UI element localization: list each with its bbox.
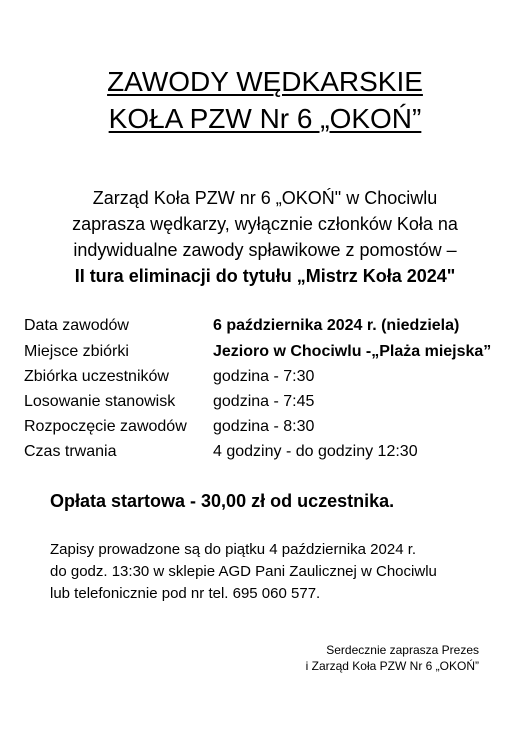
detail-label: Data zawodów xyxy=(24,317,129,334)
intro-line-2: zaprasza wędkarzy, wyłącznie członków Koła na xyxy=(72,214,458,234)
detail-value: 6 października 2024 r. (niedziela) xyxy=(213,317,460,334)
detail-label: Zbiórka uczestników xyxy=(24,368,169,385)
registration-line-2: do godz. 13:30 w sklepie AGD Pani Zaulicznej w Chociwlu xyxy=(50,563,437,580)
entry-fee: Opłata startowa - 30,00 zł od uczestnika. xyxy=(50,491,395,511)
intro-line-3: indywidualne zawody spławikowe z pomostów – xyxy=(73,240,457,260)
detail-label: Losowanie stanowisk xyxy=(24,393,176,410)
intro-line-4: II tura eliminacji do tytułu „Mistrz Koła 2024" xyxy=(74,266,456,286)
detail-value: godzina - 8:30 xyxy=(213,418,315,435)
registration-line-1: Zapisy prowadzone są do piątku 4 października 2024 r. xyxy=(50,541,417,558)
closing-line-2: i Zarząd Koła PZW Nr 6 „OKOŃ” xyxy=(305,659,479,673)
detail-value: 4 godziny - do godziny 12:30 xyxy=(213,443,418,460)
detail-label: Czas trwania xyxy=(24,443,117,460)
detail-label: Rozpoczęcie zawodów xyxy=(24,418,187,435)
registration-line-3: lub telefonicznie pod nr tel. 695 060 577. xyxy=(50,585,321,602)
closing-line-1: Serdecznie zaprasza Prezes xyxy=(326,643,479,657)
title-line-2: KOŁA PZW Nr 6 „OKOŃ” xyxy=(108,103,422,134)
intro-line-1: Zarząd Koła PZW nr 6 „OKOŃ" w Chociwlu xyxy=(92,188,438,208)
detail-label: Miejsce zbiórki xyxy=(24,343,129,360)
detail-value: godzina - 7:45 xyxy=(213,393,315,410)
detail-value: Jezioro w Chociwlu -„Plaża miejska” xyxy=(213,343,492,360)
detail-value: godzina - 7:30 xyxy=(213,368,315,385)
title-line-1: ZAWODY WĘDKARSKIE xyxy=(107,66,423,97)
